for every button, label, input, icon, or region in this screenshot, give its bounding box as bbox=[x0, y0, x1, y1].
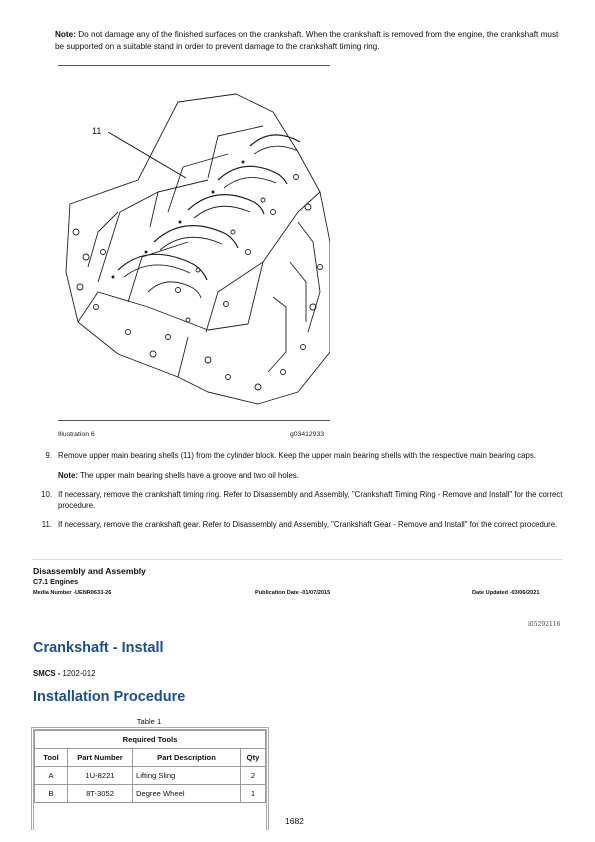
table-cell: B bbox=[35, 785, 68, 803]
step-item bbox=[38, 490, 563, 511]
column-header: Tool bbox=[35, 749, 68, 767]
divider bbox=[58, 65, 330, 66]
step-text: Remove upper main bearing shells (11) from the cylinder block. Keep the upper main bearing shells with the respective main bearing caps. bbox=[58, 451, 536, 460]
publication-date: Publication Date -01/07/2015 bbox=[255, 590, 331, 596]
section-divider bbox=[32, 559, 562, 560]
illustration-divider bbox=[58, 420, 330, 421]
table-label: Table 1 bbox=[136, 717, 162, 726]
callout-leader bbox=[108, 132, 186, 178]
note-label: Note: bbox=[55, 30, 76, 39]
note-text: Do not damage any of the finished surfaces on the crankshaft. When the crankshaft is removed from the engine, the crankshaft must be supported on a suitable stand in order to prevent damage to the crankshaft timing ring. bbox=[55, 30, 559, 51]
column-header: Qty bbox=[241, 749, 266, 767]
smcs-code bbox=[33, 669, 95, 678]
smcs-label: SMCS - bbox=[33, 669, 63, 678]
step-number: 10. bbox=[41, 490, 52, 499]
illustration-frame bbox=[58, 92, 330, 412]
page-number: 1682 bbox=[285, 816, 304, 826]
table-cell: A bbox=[35, 767, 68, 785]
procedure-steps bbox=[38, 451, 563, 540]
step-note-text: The upper main bearing shells have a groove and two oil holes. bbox=[77, 470, 299, 480]
page-title: Crankshaft - Install bbox=[33, 640, 164, 656]
table-cell: 8T-3052 bbox=[68, 785, 133, 803]
step-number: 11. bbox=[41, 520, 52, 529]
table-row bbox=[35, 767, 266, 785]
table-cell: 2 bbox=[241, 767, 266, 785]
illustration-caption: Illustration 6 bbox=[58, 431, 95, 438]
step-text: If necessary, remove the crankshaft timing ring. Refer to Disassembly and Assembly, "Crankshaft Timing Ring - Remove and Install" for the correct procedure. bbox=[58, 490, 563, 510]
table-cell: 1U-8221 bbox=[68, 767, 133, 785]
step-note-label: Note: bbox=[58, 470, 78, 480]
required-tools-table bbox=[34, 730, 266, 803]
step-text: If necessary, remove the crankshaft gear. Refer to Disassembly and Assembly, "Crankshaft Gear - Remove and Install" for the correct procedure. bbox=[58, 520, 558, 529]
step-number: 9. bbox=[45, 451, 52, 460]
graphic-id: g03412933 bbox=[290, 431, 325, 438]
table-cell: 1 bbox=[241, 785, 266, 803]
smcs-value: 1202-012 bbox=[62, 669, 96, 678]
media-number: Media Number -UENR0633-26 bbox=[33, 590, 112, 596]
table-row bbox=[35, 785, 266, 803]
document-id: i05292116 bbox=[528, 621, 561, 628]
manual-title: Disassembly and Assembly bbox=[33, 566, 146, 576]
procedure-heading: Installation Procedure bbox=[33, 689, 186, 705]
note-paragraph bbox=[55, 29, 560, 52]
table-cell: Lifting Sling bbox=[133, 767, 241, 785]
table-cell: Degree Wheel bbox=[133, 785, 241, 803]
step-note bbox=[58, 471, 563, 482]
engine-model: C7.1 Engines bbox=[33, 577, 79, 586]
callout-label: 11 bbox=[92, 126, 102, 136]
date-updated: Date Updated -03/06/2021 bbox=[472, 590, 540, 596]
column-header: Part Number bbox=[68, 749, 133, 767]
table-title: Required Tools bbox=[35, 731, 266, 749]
step-item bbox=[38, 451, 563, 481]
cylinder-block-illustration bbox=[58, 92, 330, 412]
step-item bbox=[38, 520, 563, 531]
column-header: Part Description bbox=[133, 749, 241, 767]
table-frame bbox=[31, 727, 269, 830]
